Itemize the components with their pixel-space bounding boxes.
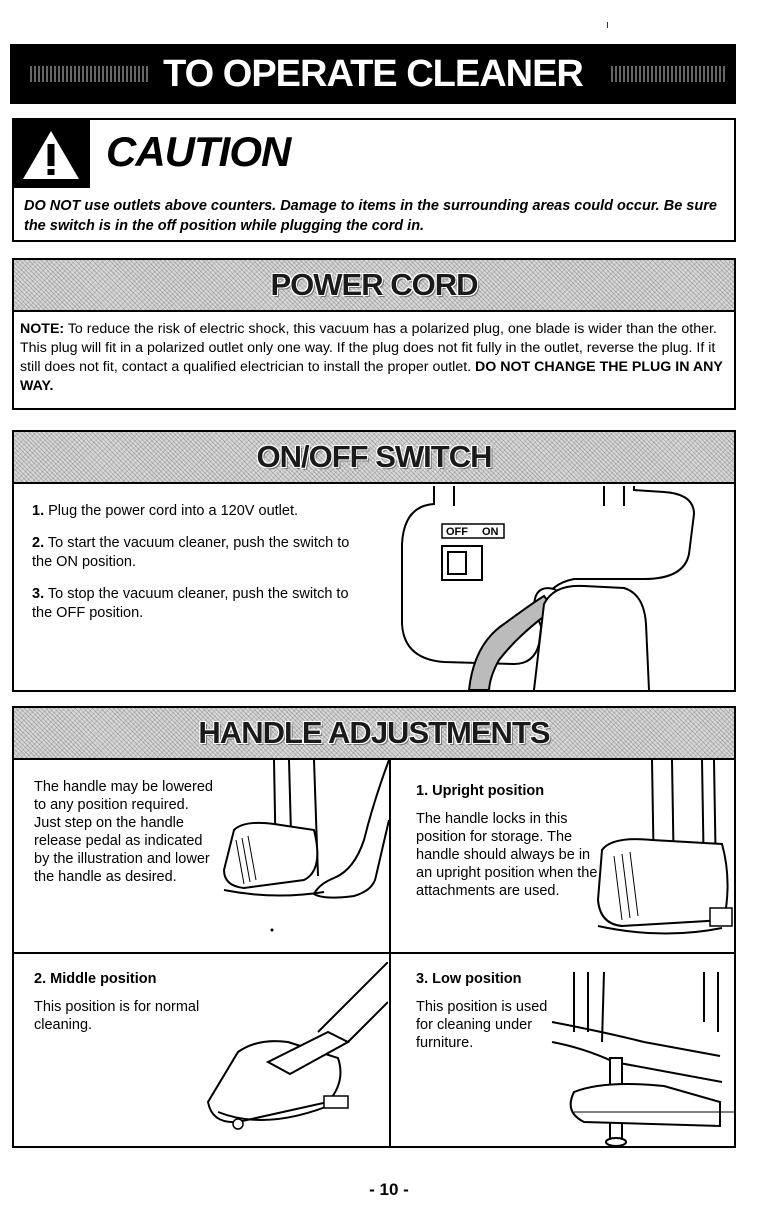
- step-text: To stop the vacuum cleaner, push the switch to the OFF position.: [32, 586, 349, 621]
- warning-block: [12, 118, 90, 188]
- handle-band: [14, 708, 734, 760]
- step-number: 1.: [32, 503, 45, 519]
- step-text: Plug the power cord into a 120V outlet.: [44, 503, 299, 519]
- onoff-switch-section: [12, 430, 736, 692]
- step-item: [32, 585, 362, 623]
- low-cell: [416, 970, 551, 1062]
- page-number: - 10 -: [369, 1180, 409, 1199]
- onoff-band: [14, 432, 734, 484]
- off-label: OFF: [446, 526, 468, 538]
- middle-heading-text: 2. Middle position: [34, 971, 157, 987]
- low-heading-text: 3. Low position: [416, 971, 522, 987]
- on-label: ON: [482, 526, 499, 538]
- middle-text: This position is for normal cleaning.: [34, 999, 200, 1033]
- upright-text: The handle locks in this position for storage. The handle should always be in an upright position when the attachments are used.: [416, 811, 598, 899]
- upright-heading-text: 1. Upright position: [416, 783, 545, 799]
- onoff-title: ON/OFF SWITCH: [256, 439, 492, 474]
- low-heading: [416, 970, 551, 988]
- pedal-step-illustration: [214, 760, 389, 940]
- low-text: This position is used for cleaning under furniture.: [416, 999, 548, 1051]
- caution-text: DO NOT use outlets above counters. Damage to items in the surrounding areas could occur. Be sure the switch is in the off position while plugging the cord in.: [24, 198, 717, 234]
- title-decor-left: [30, 66, 160, 82]
- step-item: [32, 534, 362, 572]
- step-number: 3.: [32, 586, 45, 602]
- page-title-bar: [10, 44, 736, 104]
- upright-cell: [416, 782, 601, 910]
- middle-position-illustration: [198, 962, 388, 1142]
- handle-adjustments-section: [12, 706, 736, 1148]
- power-cord-band: [14, 260, 734, 312]
- switch-illustration: [394, 484, 724, 690]
- power-cord-section: [12, 258, 736, 410]
- power-cord-title: POWER CORD: [270, 267, 478, 302]
- step-text: To start the vacuum cleaner, push the switch to the ON position.: [32, 535, 350, 570]
- low-position-illustration: [544, 962, 736, 1148]
- page-title: TO OPERATE CLEANER: [149, 53, 597, 96]
- note-emphasis: DO NOT CHANGE THE PLUG IN ANY WAY.: [20, 359, 723, 394]
- intro-cell: [34, 778, 216, 896]
- upright-heading: [416, 782, 601, 800]
- step-number: 2.: [32, 535, 45, 551]
- caution-heading: CAUTION: [106, 128, 291, 175]
- note-label: NOTE:: [20, 321, 65, 337]
- upright-illustration: [592, 760, 736, 946]
- caution-box: [12, 118, 736, 242]
- power-cord-note: [20, 320, 728, 396]
- grid-divider-horizontal: [14, 952, 734, 954]
- onoff-steps: [32, 502, 362, 636]
- handle-title: HANDLE ADJUSTMENTS: [198, 715, 550, 750]
- intro-text: The handle may be lowered to any position required. Just step on the handle release pedal as indicated by the illustration and lower the handle as desired.: [34, 779, 213, 885]
- warning-triangle-icon: [20, 128, 82, 182]
- stray-mark: [607, 22, 608, 28]
- step-item: [32, 502, 362, 521]
- title-decor-right: [611, 66, 726, 82]
- note-text: To reduce the risk of electric shock, this vacuum has a polarized plug, one blade is wider than the other. This plug will fit in a polarized outlet only one way. If the plug does not fit fully in the outlet, reverse the plug. If it still does not fit, contact a qualified electrician to install the proper outlet.: [20, 321, 717, 375]
